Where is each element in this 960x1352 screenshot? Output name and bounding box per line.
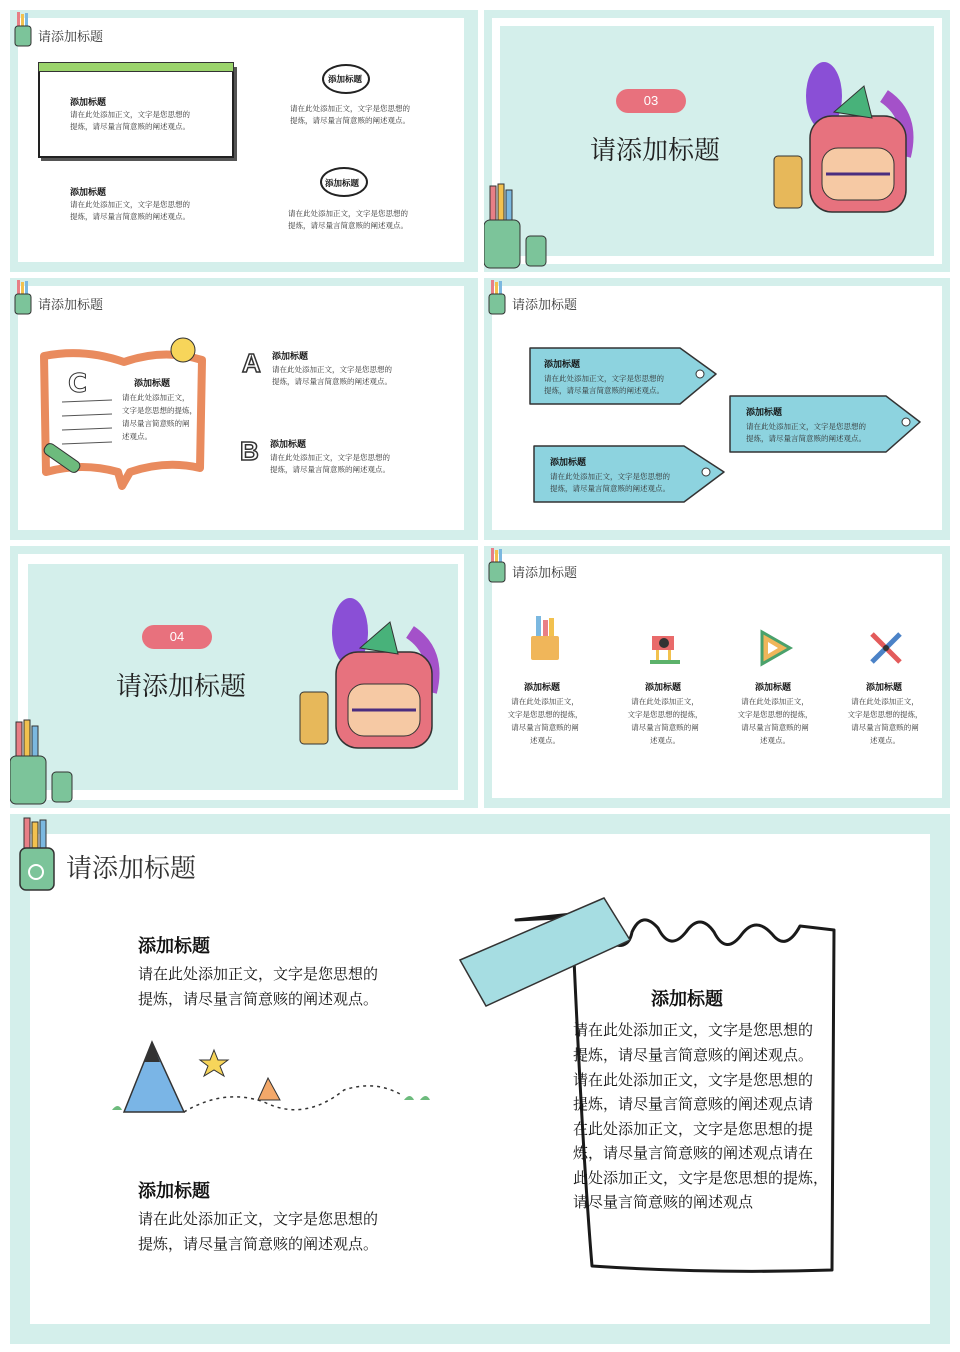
book-line: 文字是您思想的提炼， bbox=[122, 406, 197, 415]
note-line: 请尽量言简意赅的阐述观点 bbox=[573, 1194, 754, 1211]
item-line: 文字是您思想的提炼， bbox=[507, 710, 583, 719]
item-line: 文字是您思想的提炼， bbox=[847, 710, 923, 719]
page-title: 请添加标题 bbox=[512, 298, 578, 313]
page-title: 请添加标题 bbox=[38, 298, 104, 313]
item-heading: 添加标题 bbox=[70, 97, 107, 107]
item-line: 提炼，请尽量言简意赅的阐述观点。 bbox=[138, 1236, 379, 1253]
item-heading: 添加标题 bbox=[524, 682, 561, 692]
section-number: 03 bbox=[616, 89, 686, 113]
letter-b-icon: B bbox=[240, 436, 259, 466]
slide-3 bbox=[10, 278, 478, 540]
item-line: 提炼，请尽量言简意赅的阐述观点。 bbox=[290, 116, 410, 125]
note-line: 此处添加正文，文字是您思想的提炼， bbox=[573, 1170, 829, 1187]
item-heading: 添加标题 bbox=[138, 936, 210, 956]
tag-line: 请在此处添加正文，文字是您思想的 bbox=[746, 422, 866, 431]
bubble-heading: 添加标题 bbox=[328, 74, 363, 84]
slide-5 bbox=[10, 546, 478, 808]
note-line: 提炼，请尽量言简意赅的阐述观点。 bbox=[573, 1047, 814, 1064]
tag-line: 提炼，请尽量言简意赅的阐述观点。 bbox=[746, 434, 866, 443]
book-heading: 添加标题 bbox=[134, 378, 171, 388]
item-line: 请在此处添加正文，文字是您思想的 bbox=[70, 110, 190, 119]
notebook-binding bbox=[38, 62, 234, 72]
item-line: 请在此处添加正文，文字是您思想的 bbox=[270, 453, 390, 462]
note-line: 请在此处添加正文，文字是您思想的 bbox=[573, 1022, 814, 1039]
slide-6 bbox=[484, 546, 950, 808]
slide-6-canvas bbox=[492, 554, 942, 798]
backpack-icon bbox=[300, 592, 450, 752]
tag-heading: 添加标题 bbox=[550, 457, 587, 467]
item-line: 请尽量言简意赅的阐 bbox=[851, 723, 919, 732]
section-title: 请添加标题 bbox=[590, 136, 721, 166]
page-title: 请添加标题 bbox=[38, 30, 104, 45]
section-number: 04 bbox=[142, 625, 212, 649]
item-heading: 添加标题 bbox=[755, 682, 792, 692]
pencil-cup-icon bbox=[12, 12, 36, 48]
book-line: 述观点。 bbox=[122, 432, 152, 441]
item-line: 请在此处添加正文， bbox=[631, 697, 699, 706]
pencil-cup-icon bbox=[16, 818, 60, 892]
tag-heading: 添加标题 bbox=[544, 359, 581, 369]
tag-line: 提炼，请尽量言简意赅的阐述观点。 bbox=[544, 386, 664, 395]
pencil-cup-icon bbox=[484, 184, 552, 270]
item-line: 请尽量言简意赅的阐 bbox=[741, 723, 809, 732]
item-heading: 添加标题 bbox=[645, 682, 682, 692]
item-heading: 添加标题 bbox=[70, 187, 107, 197]
item-heading: 添加标题 bbox=[866, 682, 903, 692]
item-line: 述观点。 bbox=[870, 736, 900, 745]
page-title: 请添加标题 bbox=[66, 854, 197, 884]
pencil-cup-icon bbox=[528, 616, 562, 662]
pencil-cup-icon bbox=[10, 720, 78, 806]
item-line: 请在此处添加正文，文字是您思想的 bbox=[138, 966, 379, 983]
page-title: 请添加标题 bbox=[512, 566, 578, 581]
item-line: 请在此处添加正文，文字是您思想的 bbox=[138, 1211, 379, 1228]
tag-line: 请在此处添加正文，文字是您思想的 bbox=[550, 472, 670, 481]
item-line: 述观点。 bbox=[760, 736, 790, 745]
item-line: 文字是您思想的提炼， bbox=[737, 710, 813, 719]
item-line: 请在此处添加正文，文字是您思想的 bbox=[290, 104, 410, 113]
item-line: 提炼，请尽量言简意赅的阐述观点。 bbox=[288, 221, 408, 230]
tag-heading: 添加标题 bbox=[746, 407, 783, 417]
slide-4 bbox=[484, 278, 950, 540]
item-heading: 添加标题 bbox=[138, 1181, 210, 1201]
item-line: 提炼，请尽量言简意赅的阐述观点。 bbox=[272, 377, 392, 386]
note-line: 请在此处添加正文，文字是您思想的 bbox=[573, 1072, 814, 1089]
item-line: 请在此处添加正文，文字是您思想的 bbox=[70, 200, 190, 209]
item-line: 述观点。 bbox=[650, 736, 680, 745]
book-line: 请在此处添加正文， bbox=[122, 393, 190, 402]
tag-line: 提炼，请尽量言简意赅的阐述观点。 bbox=[550, 484, 670, 493]
slide-7 bbox=[10, 814, 950, 1344]
item-line: 述观点。 bbox=[530, 736, 560, 745]
item-line: 请在此处添加正文， bbox=[511, 697, 579, 706]
triangle-ruler-icon bbox=[760, 630, 792, 666]
note-line: 提炼，请尽量言简意赅的阐述观点请 bbox=[573, 1096, 814, 1113]
note-line: 炼，请尽量言简意赅的阐述观点请在 bbox=[573, 1145, 814, 1162]
open-book-icon bbox=[38, 342, 208, 492]
pencil-cup-icon bbox=[486, 280, 510, 316]
note-line: 在此处添加正文，文字是您思想的提 bbox=[573, 1121, 814, 1138]
tools-icon bbox=[868, 630, 904, 666]
item-line: 提炼，请尽量言简意赅的阐述观点。 bbox=[70, 212, 190, 221]
item-line: 请在此处添加正文，文字是您思想的 bbox=[272, 365, 392, 374]
item-line: 文字是您思想的提炼， bbox=[627, 710, 703, 719]
pencil-cup-icon bbox=[486, 548, 510, 584]
backpack-icon bbox=[774, 56, 924, 216]
pencil-doodle bbox=[104, 1020, 444, 1124]
item-line: 请尽量言简意赅的阐 bbox=[511, 723, 579, 732]
book-line: 请尽量言简意赅的阐 bbox=[122, 419, 190, 428]
letter-a-icon: A bbox=[242, 348, 261, 378]
item-line: 提炼，请尽量言简意赅的阐述观点。 bbox=[70, 122, 190, 131]
slide-1 bbox=[10, 10, 478, 272]
item-line: 请在此处添加正文， bbox=[741, 697, 809, 706]
pencil-cup-icon bbox=[12, 280, 36, 316]
section-title: 请添加标题 bbox=[116, 672, 247, 702]
telescope-icon bbox=[648, 630, 684, 666]
item-heading: 添加标题 bbox=[270, 439, 307, 449]
item-heading: 添加标题 bbox=[272, 351, 309, 361]
item-line: 请在此处添加正文，文字是您思想的 bbox=[288, 209, 408, 218]
item-line: 请尽量言简意赅的阐 bbox=[631, 723, 699, 732]
svg-text:C: C bbox=[68, 369, 88, 399]
slide-2 bbox=[484, 10, 950, 272]
item-line: 提炼，请尽量言简意赅的阐述观点。 bbox=[138, 991, 379, 1008]
item-line: 请在此处添加正文， bbox=[851, 697, 919, 706]
note-heading: 添加标题 bbox=[651, 989, 723, 1009]
item-line: 提炼，请尽量言简意赅的阐述观点。 bbox=[270, 465, 390, 474]
bubble-heading: 添加标题 bbox=[325, 178, 360, 188]
tag-line: 请在此处添加正文，文字是您思想的 bbox=[544, 374, 664, 383]
